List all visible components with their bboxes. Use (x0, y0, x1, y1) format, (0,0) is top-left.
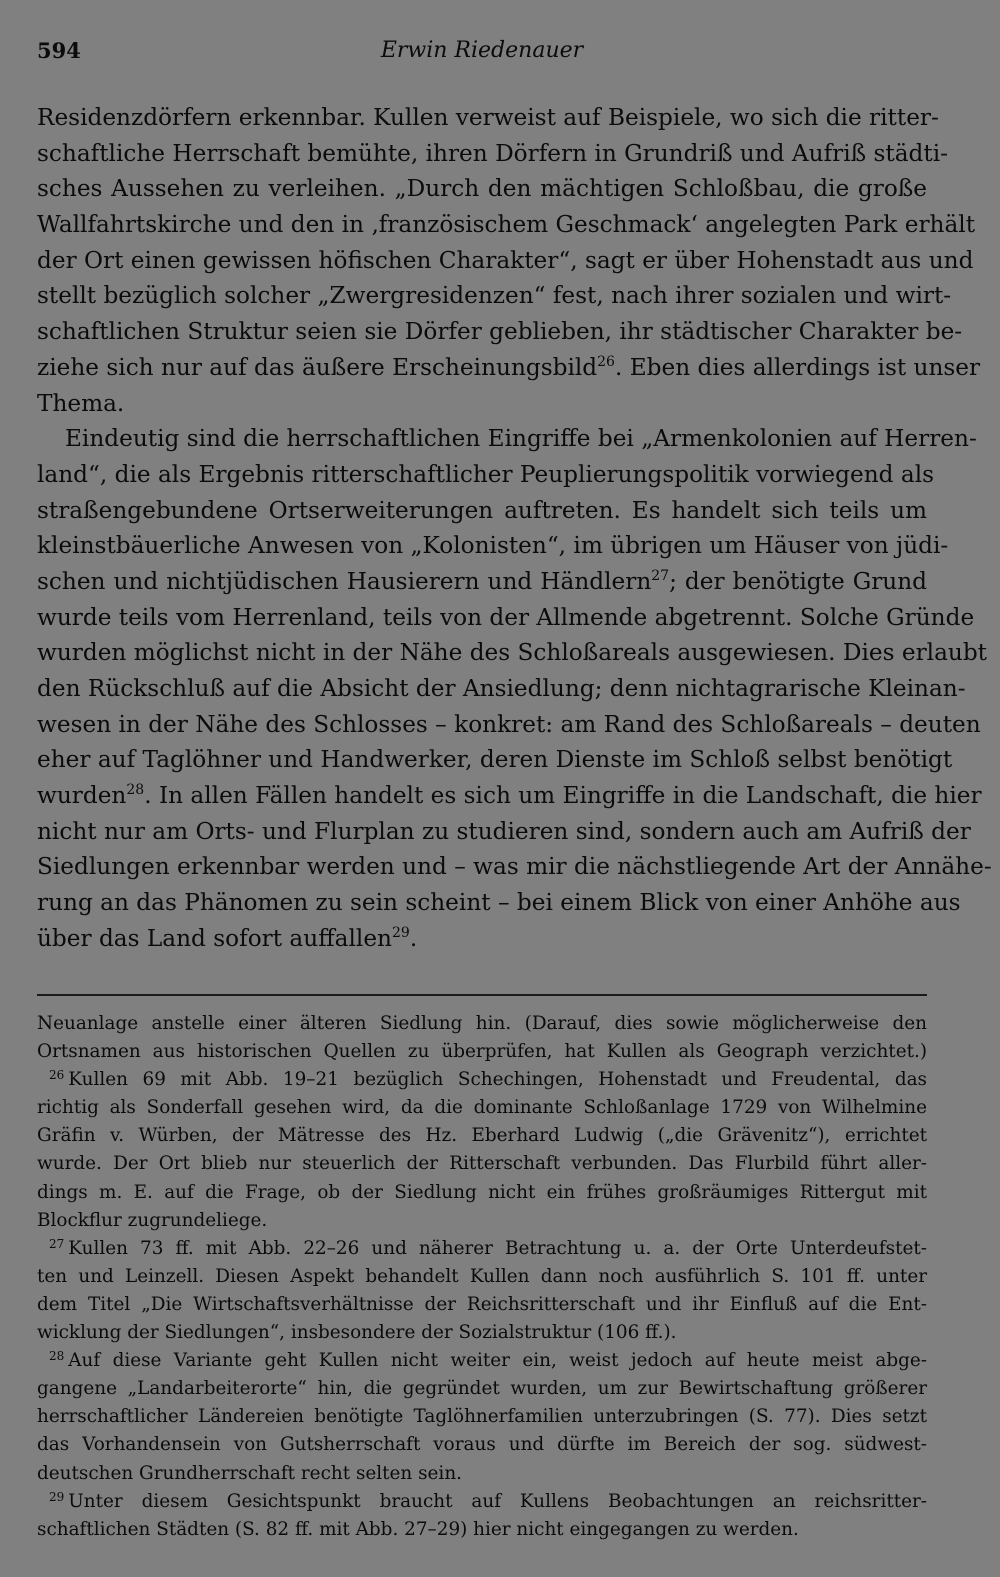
footnote-line (37, 1431, 927, 1459)
footnote-text: Kullen 69 mit Abb. 19–21 bezüglich Schechingen, Hohenstadt und Freudental, das (68, 1069, 927, 1091)
footnote-line (37, 1066, 927, 1094)
footnote-line (37, 1150, 927, 1178)
body-line-text: schaftliche Herrschaft bemühte, ihren Dörfern in Grundriß und Aufriß städti- (37, 139, 948, 167)
page-header (37, 38, 927, 74)
footnote-line (37, 1094, 927, 1122)
body-line-text: schaftlichen Struktur seien sie Dörfer geblieben, ihr städtischer Charakter be- (37, 318, 963, 346)
footnote-reference: 27 (651, 567, 670, 584)
footnote-text: dem Titel „Die Wirtschaftsverhältnisse der Reichsritterschaft und ihr Einfluß auf die Ent- (37, 1293, 927, 1315)
body-line-text: sches Aussehen zu verleihen. „Durch den mächtigen Schloßbau, die große (37, 175, 927, 203)
body-line-text: wurde teils vom Herrenland, teils von der Allmende abgetrennt. Solche Gründe (37, 603, 975, 631)
body-line-text: Thema. (37, 389, 125, 417)
footnote-reference: 28 (126, 782, 145, 799)
footnote-line (37, 1179, 927, 1207)
body-line-text: kleinstbäuerliche Anwesen von „Kolonisten“, im übrigen um Häuser von jüdi- (37, 532, 949, 560)
footnote-reference: 26 (597, 353, 615, 370)
body-line (37, 100, 939, 136)
footnote-text: Unter diesem Gesichtspunkt braucht auf Kullens Beobachtungen an reichsritter- (68, 1490, 927, 1512)
footnote-text: Ortsnamen aus historischen Quellen zu überprüfen, hat Kullen als Geograph verzichtet.) (37, 1041, 927, 1063)
body-line-text: straßengebundene Ortserweiterungen auftreten. Es handelt sich teils um (37, 496, 927, 524)
footnote-text: dings m. E. auf die Frage, ob der Siedlung nicht ein frühes großräumiges Rittergut mit (37, 1181, 927, 1203)
body-line-text: wesen in der Nähe des Schlosses – konkret: am Rand des Schloßareals – deuten (37, 710, 981, 738)
body-line (37, 350, 981, 386)
footnote-number: 27 (49, 1236, 65, 1251)
running-head: Erwin Riedenauer (380, 38, 584, 63)
footnote-text: das Vorhandensein von Gutsherrschaft voraus und dürfte im Bereich der sog. südwest- (37, 1434, 927, 1456)
body-line-text: der Ort einen gewissen höfischen Charakter“, sagt er über Hohenstadt aus und (37, 246, 974, 274)
body-line-text: rung an das Phänomen zu sein scheint – bei einem Blick von einer Anhöhe aus (37, 889, 961, 917)
footnote-text: schaftlichen Städten (S. 82 ff. mit Abb. 27–29) hier nicht eingegangen zu werden. (37, 1518, 799, 1540)
body-line (37, 600, 975, 636)
footnote-number: 29 (49, 1489, 65, 1504)
body-line (37, 921, 927, 957)
body-line-text: Eindeutig sind die herrschaftlichen Eingriffe bei „Armenkolonien auf Herren- (65, 425, 977, 453)
footnote-line (37, 1516, 927, 1544)
footnote-line (37, 1403, 927, 1431)
footnote-separator (37, 994, 927, 996)
body-line (37, 493, 927, 529)
body-line-text: den Rückschluß auf die Absicht der Ansiedlung; denn nichtagrarische Kleinan- (37, 675, 966, 702)
body-line (37, 564, 927, 600)
footnote-line (37, 1263, 927, 1291)
body-line-text: . Eben dies allerdings ist unser (614, 353, 981, 381)
footnote-text: Auf diese Variante geht Kullen nicht weiter ein, weist jedoch auf heute meist abge- (68, 1350, 927, 1372)
body-line (37, 457, 935, 493)
footnote-text: gangene „Landarbeiterorte“ hin, die gegründet wurden, um zur Bewirtschaftung größerer (37, 1378, 927, 1400)
body-line-text: ziehe sich nur auf das äußere Erscheinungsbild (37, 353, 598, 381)
body-line (37, 314, 963, 350)
body-line-text: land“, die als Ergebnis ritterschaftlicher Peuplierungspolitik vorwiegend als (37, 460, 935, 488)
body-line-text: Siedlungen erkennbar werden und – was mir die nächstliegende Art der Annähe- (37, 853, 992, 881)
footnote-number: 28 (49, 1349, 65, 1364)
body-line (37, 528, 949, 564)
footnote-line (37, 1460, 927, 1488)
footnote-line (37, 1488, 927, 1516)
body-text (37, 100, 992, 957)
body-line-text: wurden (37, 782, 127, 810)
footnote-text: wurde. Der Ort blieb nur steuerlich der Ritterschaft verbunden. Das Flurbild führt aller- (37, 1153, 927, 1175)
body-line (37, 207, 976, 243)
body-line-text: eher auf Taglöhner und Handwerker, deren Dienste im Schloß selbst benötigt (37, 746, 953, 774)
footnote-line (37, 1347, 927, 1375)
body-line (37, 136, 948, 172)
footnote-text: Blockflur zugrundeliege. (37, 1209, 268, 1231)
body-line (37, 278, 952, 314)
body-line (37, 671, 966, 707)
body-line (37, 778, 982, 814)
footnote-line (37, 1038, 927, 1066)
footnote-text: Kullen 73 ff. mit Abb. 22–26 und näherer Betrachtung u. a. der Orte Unterdeufstet- (68, 1237, 927, 1259)
body-line (37, 707, 981, 743)
footnote-line (37, 1235, 927, 1263)
body-line (37, 386, 927, 422)
footnote-line (37, 1291, 927, 1319)
body-line (37, 421, 977, 457)
body-line-text: ; der benötigte Grund (669, 567, 928, 595)
page-number: 594 (37, 38, 81, 63)
body-line-text: Wallfahrtskirche und den in ‚französischem Geschmack‘ angelegten Park erhält (37, 211, 976, 239)
body-line (37, 885, 961, 921)
body-line (37, 635, 987, 671)
body-line-text: . In allen Fällen handelt es sich um Eingriffe in die Landschaft, die hier (144, 782, 982, 810)
body-line-text: wurden möglichst nicht in der Nähe des Schloßareals ausgewiesen. Dies erlaubt (37, 639, 987, 667)
footnote-text: richtig als Sonderfall gesehen wird, da die dominante Schloßanlage 1729 von Wilhelmine (37, 1097, 927, 1119)
body-line-text: über das Land sofort auffallen (37, 924, 392, 952)
footnote-text: Gräfin v. Würben, der Mätresse des Hz. Eberhard Ludwig („die Grävenitz“), errichtet (37, 1125, 927, 1147)
body-line-text: nicht nur am Orts- und Flurplan zu studieren sind, sondern auch am Aufriß der (37, 817, 971, 845)
body-line (37, 849, 992, 885)
body-line (37, 171, 927, 207)
footnote-text: Neuanlage anstelle einer älteren Siedlung hin. (Darauf, dies sowie möglicherweise den (37, 1013, 927, 1034)
footnote-text: herrschaftlicher Ländereien benötigte Taglöhnerfamilien unterzubringen (S. 77). Dies setzt (37, 1406, 927, 1428)
body-line-text: stellt bezüglich solcher „Zwergresidenzen“ fest, nach ihrer sozialen und wirt- (37, 282, 952, 310)
body-line-text: schen und nichtjüdischen Hausierern und Händlern (37, 567, 652, 595)
footnote-line (37, 1375, 927, 1403)
footnote-reference: 29 (391, 924, 410, 941)
body-line-text: Residenzdörfern erkennbar. Kullen verweist auf Beispiele, wo sich die ritter- (37, 104, 939, 131)
footnote-text: ten und Leinzell. Diesen Aspekt behandelt Kullen dann noch ausführlich S. 101 ff. unter (37, 1265, 927, 1287)
body-line (37, 243, 974, 279)
footnote-line (37, 1207, 927, 1235)
body-line (37, 742, 953, 778)
footnote-text: wicklung der Siedlungen“, insbesondere der Sozialstruktur (106 ff.). (37, 1322, 677, 1344)
body-line (37, 814, 971, 850)
footnote-number: 26 (49, 1068, 65, 1083)
footnote-line (37, 1319, 927, 1347)
footnote-text: deutschen Grundherrschaft recht selten sein. (37, 1462, 463, 1484)
footnotes (37, 1010, 927, 1544)
footnote-line (37, 1122, 927, 1150)
body-line-text: . (409, 924, 418, 952)
footnote-line (37, 1010, 927, 1038)
